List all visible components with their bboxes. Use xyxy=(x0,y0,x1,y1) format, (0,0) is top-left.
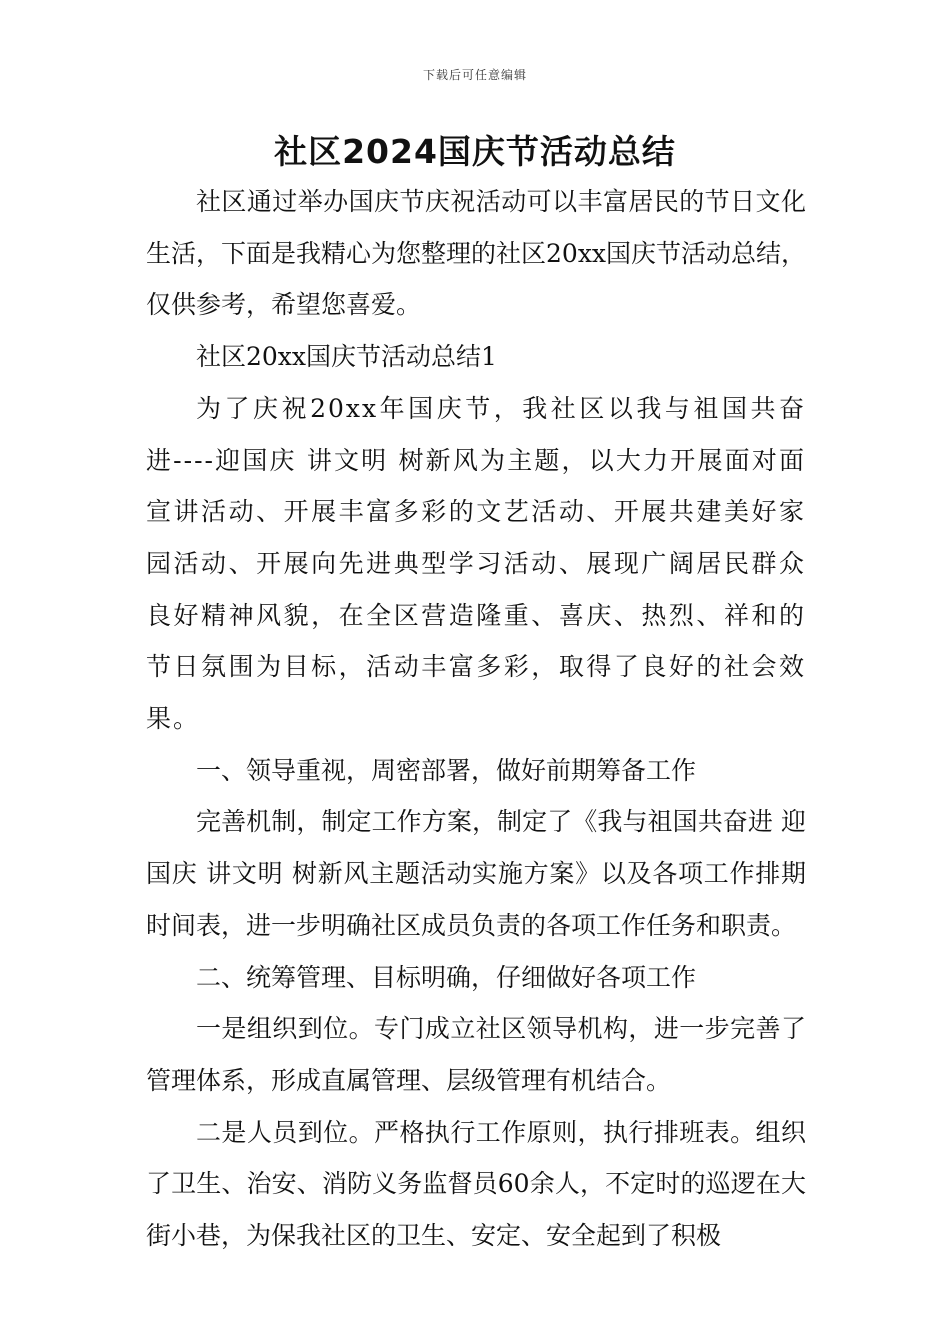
paragraph-intro: 社区通过举办国庆节庆祝活动可以丰富居民的节日文化生活，下面是我精心为您整理的社区20xx国庆节活动总结，仅供参考，希望您喜爱。 xyxy=(146,187,807,320)
paragraph-organization: 一是组织到位。专门成立社区领导机构，进一步完善了管理体系，形成直属管理、层级管理有机结合。 xyxy=(146,1014,806,1095)
section-heading-2: 二、统筹管理、目标明确，仔细做好各项工作 xyxy=(196,962,697,992)
header-note: 下载后可任意编辑 xyxy=(422,68,527,82)
paragraph-mechanism: 完善机制，制定工作方案，制定了《我与祖国共奋进 迎国庆 讲文明 树新风主题活动实施方案》以及各项工作排期时间表，进一步明确社区成员负责的各项工作任务和职责。 xyxy=(146,807,806,940)
paragraph-personnel: 二是人员到位。严格执行工作原则，执行排班表。组织了卫生、治安、消防义务监督员60余人，不定时的巡逻在大街小巷，为保我社区的卫生、安定、安全起到了积极 xyxy=(146,1117,806,1251)
document-body xyxy=(146,176,806,1262)
document-title: 社区2024国庆节活动总结 xyxy=(274,132,676,171)
section-heading-1: 一、领导重视，周密部署，做好前期筹备工作 xyxy=(196,755,697,785)
section-heading-summary-1: 社区20xx国庆节活动总结1 xyxy=(196,342,497,372)
paragraph-overview: 为了庆祝20xx年国庆节，我社区以我与祖国共奋进----迎国庆 讲文明 树新风为主题，以大力开展面对面宣讲活动、开展丰富多彩的文艺活动、开展共建美好家园活动、开展向先进典型学习活动、展现广阔居民群众良好精神风貌，在全区营造隆重、喜庆、热烈、祥和的节日氛围为目标，活动丰富多彩，取得了良好的社会效果。 xyxy=(146,393,806,734)
